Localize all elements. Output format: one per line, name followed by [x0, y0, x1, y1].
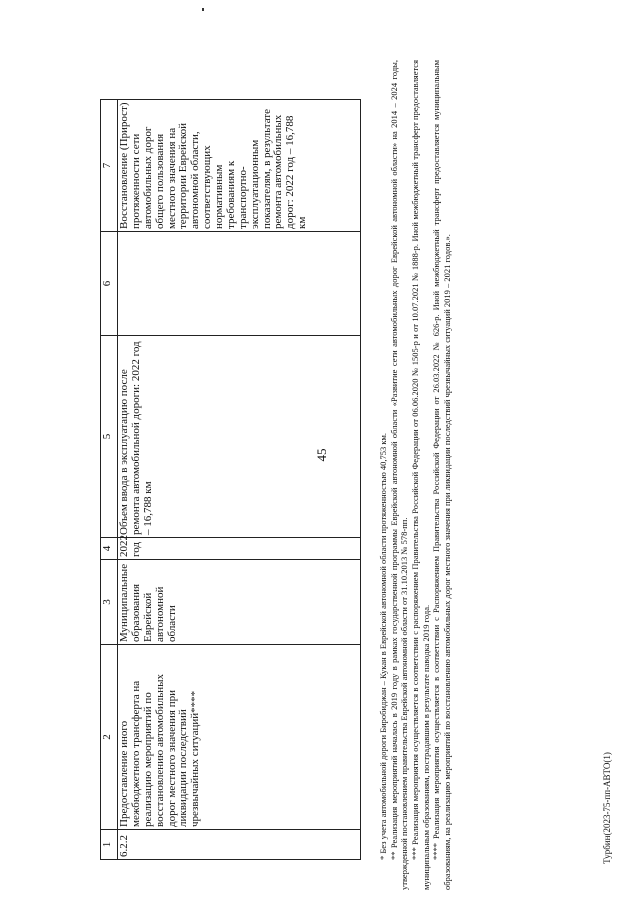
- footnote-3: *** Реализация мероприятия осуществляется в соответствии с распоряжением Правительства Российской Федерации от 06.06.2020 № 1505-р и от 10.07.2021 № 1888-р. Иной межбюджетный трансферт предоставляется муниципальным образованиям, пострадавшим в результате паводка 2019 года.: [409, 60, 431, 890]
- stray-mark: [202, 8, 204, 11]
- page-number: 45: [314, 448, 329, 462]
- table-row: [118, 100, 361, 860]
- footnote-2: ** Реализация мероприятий началась в 2019 году в рамках государственной программы Еврейской автономной области «Развитие сети автомобильных дорог Еврейской автономной области» на 2014 – 2024 годы, утвержденной постановлением правительства Еврейской автономной области от 31.10.2013 № 578-пп.: [388, 60, 410, 890]
- header-cell-5: 5: [101, 336, 118, 538]
- indicator-cell: Объем ввода в эксплуатацию после ремонта автомобильной дороги: 2022 год – 16,788 км: [118, 336, 361, 538]
- header-cell-3: 3: [101, 560, 118, 645]
- header-cell-4: 4: [101, 538, 118, 560]
- header-cell-7: 7: [101, 100, 118, 232]
- document-code: Турбин(2023-75-пп-АВТО(1): [602, 752, 612, 864]
- row-number-cell: 6.2.2: [118, 830, 361, 860]
- empty-cell: [118, 232, 361, 336]
- result-cell: Восстановление (Прирост) протяженности сети автомобильных дорог общего пользования местного значения на территории Еврейской автономной области, соответствующих нормативным требованиям к транспортно-эксплуатационным показателям, в результате ремонта автомобильных дорог: 2022 год – 16,788 км: [118, 100, 361, 232]
- footnote-4: **** Реализация мероприятия осуществляется в соответствии с Распоряжением Правительства Российской Федерации от 26.03.2022 № 626-р. Иной межбюджетный трансферт предоставляется муниципальным образованиям, на реализацию мероприятий по восстановлению автомобильных дорог местного значения при ликвидации последствий чрезвычайных ситуаций 2019 – 2021 годов.».: [431, 60, 452, 890]
- header-cell-6: 6: [101, 232, 118, 336]
- header-cell-2: 2: [101, 645, 118, 830]
- header-cell-1: 1: [101, 830, 118, 860]
- year-cell: 2022 год: [118, 538, 361, 560]
- footnotes-block: [378, 60, 452, 890]
- footnote-1: * Без учета автомобильной дороги Биробиджан – Кукан в Еврейской автономной области протяженностью 40,753 км.: [378, 432, 388, 860]
- executor-cell: Муниципальные образования Еврейской автономной области: [118, 560, 361, 645]
- program-table: [100, 99, 361, 860]
- table-header-row: [101, 100, 118, 860]
- activity-name-cell: Предоставление иного межбюджетного трансферта на реализацию мероприятий по восстановлению автомобильных дорог местного значения при ликвидации последствий чрезвычайных ситуаций****: [118, 645, 361, 830]
- rotated-table-container: [100, 100, 361, 860]
